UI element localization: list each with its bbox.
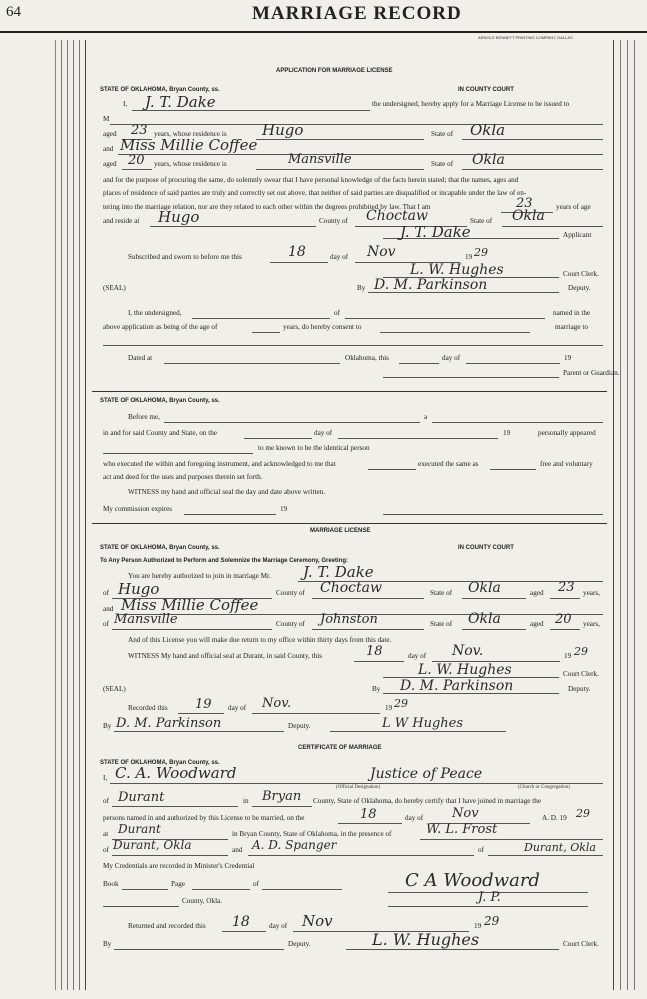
field-line (354, 661, 404, 662)
ack-text: WITNESS my hand and official seal the day and date above written. (128, 488, 326, 496)
county-of-label: County of (319, 217, 348, 225)
subscribed-label: Subscribed and sworn to before me this (128, 253, 242, 261)
margin-line (85, 40, 86, 990)
field-line (248, 855, 474, 856)
field-line (150, 226, 316, 227)
margin-line (634, 40, 635, 990)
day-of-label: day of (269, 922, 288, 930)
oath-paragraph: years of age (556, 203, 591, 211)
residence-label: years, whose residence is (154, 160, 227, 168)
field-line (368, 469, 416, 470)
residence1-value: Hugo (262, 121, 304, 139)
county-okla-label: County, Okla. (182, 897, 223, 905)
consent-text: marriage to (555, 323, 588, 331)
page-label: Page (171, 880, 185, 888)
ack-text: to me known to be the identical person (258, 444, 370, 452)
state-county-label: STATE OF OKLAHOMA, Bryan County, ss. (100, 760, 220, 766)
ack-text: executed the same as (418, 460, 479, 468)
return-text: And of this License you will make due return to my office within thirty days from this date. (128, 636, 392, 644)
court-label: IN COUNTY COURT (458, 87, 514, 93)
signature-line (383, 377, 559, 378)
oklahoma-this-label: Oklahoma, this (345, 354, 389, 362)
field-line (103, 345, 603, 346)
year-prefix: 19 (564, 354, 572, 362)
aged-label: aged (103, 160, 117, 168)
day-of-label: day of (442, 354, 461, 362)
officiant-name: C. A. Woodward (115, 764, 237, 782)
deputy-signature: D. M. Parkinson (374, 277, 488, 293)
year-prefix: A. D. 19 (542, 814, 567, 822)
margin-line (620, 40, 621, 990)
consent-named: named in the (553, 309, 591, 317)
certify-text: County, State of Oklahoma, do hereby certify that I have joined in marriage the (313, 797, 542, 805)
field-line (490, 469, 536, 470)
greeting: To Any Person Authorized to Perform and Solemnize the Marriage Ceremony, Greeting: (100, 558, 349, 564)
court-clerk-label: Court Clerk. (563, 270, 599, 278)
state-of-label: State of (470, 217, 493, 225)
oath-paragraph: tering into the marriage relation, nor are they related to each other within the degrees prohibited by law. That I am (103, 203, 431, 211)
field-line (462, 629, 526, 630)
field-line (222, 931, 266, 932)
state-county-label: STATE OF OKLAHOMA, Bryan County, ss. (100, 545, 220, 551)
day-of-label: day of (408, 652, 427, 660)
license-deputy-signature: D. M. Parkinson (400, 678, 514, 694)
ack-text: personally appeared (538, 429, 596, 437)
field-line (338, 823, 402, 824)
section-divider (92, 523, 607, 524)
groom-county: Choctaw (320, 580, 382, 596)
of-label: of (103, 620, 109, 628)
of-label: of (253, 880, 259, 888)
field-line (103, 453, 253, 454)
license-clerk-signature: L. W. Hughes (418, 662, 512, 678)
authorized-text: You are hereby authorized to join in marriage Mr. (128, 572, 271, 580)
sworn-year: 29 (474, 246, 488, 259)
margin-line (73, 40, 74, 990)
field-line (112, 806, 238, 807)
recorded-clerk: L W Hughes (382, 716, 464, 731)
ack-text: in and for said County and State, on the (103, 429, 217, 437)
undersigned-text: the undersigned, hereby apply for a Marriage License to be issued to (372, 100, 570, 108)
field-line (256, 139, 424, 140)
bride-of: Mansville (114, 612, 178, 627)
ack-text: who executed the within and foregoing instrument, and acknowledged to me that (103, 460, 336, 468)
field-line (462, 169, 603, 170)
returned-day: 18 (232, 914, 250, 930)
deputy-label: Deputy. (568, 284, 591, 292)
deputy-label: Deputy. (568, 685, 591, 693)
dated-at-label: Dated at (128, 354, 153, 362)
field-line (432, 422, 603, 423)
margin-line (67, 40, 68, 990)
field-line (164, 422, 420, 423)
m-label: M (103, 115, 110, 123)
county-value: Choctaw (366, 208, 428, 224)
consent-of: of (334, 309, 340, 317)
by-label: By (103, 722, 112, 730)
field-line (399, 363, 439, 364)
license-year: 29 (574, 645, 588, 658)
church-caption: (Church or Congregation) (518, 785, 570, 790)
sworn-month: Nov (367, 244, 396, 260)
state-county-label: STATE OF OKLAHOMA, Bryan County, ss. (100, 398, 220, 404)
page-number: 64 (6, 4, 21, 20)
consent-text: above application as being of the age of (103, 323, 218, 331)
residence2-value: Mansville (288, 152, 352, 167)
parent-label: Parent or Guardian. (563, 369, 620, 377)
bride-age: 20 (555, 612, 572, 627)
recorded-year: 29 (394, 697, 408, 710)
bride-name: Miss Millie Coffee (120, 136, 258, 154)
state-county-label: STATE OF OKLAHOMA, Bryan County, ss. (100, 87, 220, 93)
field-line (312, 629, 424, 630)
recorded-month: Nov. (262, 696, 292, 711)
field-line (420, 839, 603, 840)
certify-text: in Bryan County, State of Oklahoma, in the presence of (232, 830, 392, 838)
printer-imprint: ARNOLD BENNETT PRINTING COMPANY, DALLAS (478, 35, 573, 40)
married-year: 29 (576, 807, 590, 820)
book-label: Book (103, 880, 119, 888)
sworn-day: 18 (288, 244, 306, 260)
license-day: 18 (366, 644, 383, 659)
clerk-signature: L. W. Hughes (410, 262, 504, 278)
witness2-of: Durant, Okla (524, 841, 596, 854)
ack-text: act and deed for the uses and purposes therein set forth. (103, 473, 263, 481)
of-label: of (103, 797, 109, 805)
margin-line (627, 40, 628, 990)
header-rule (0, 31, 647, 33)
deputy-label: Deputy. (288, 722, 311, 730)
i-label: I, (123, 100, 128, 108)
state-of-label: State of (431, 130, 454, 138)
field-line (312, 598, 424, 599)
witness1-of: Durant, Okla (113, 838, 192, 852)
field-line (122, 889, 168, 890)
residence-label: years, whose residence is (154, 130, 227, 138)
state-of-label: State of (430, 620, 453, 628)
reside-label: and reside at (103, 217, 140, 225)
bride-county: Johnston (320, 612, 378, 627)
field-line (118, 154, 603, 155)
recorded-deputy: D. M. Parkinson (116, 716, 222, 731)
aged-label: aged (103, 130, 117, 138)
and-label: and (103, 145, 114, 153)
official-designation-caption: (Official Designation) (336, 785, 381, 790)
groom-age: 23 (558, 580, 575, 595)
field-line (103, 906, 179, 907)
ack-text: free and voluntary (540, 460, 593, 468)
field-line (488, 855, 603, 856)
year-prefix: 19 (385, 704, 393, 712)
field-line (110, 124, 603, 125)
ack-text: day of (314, 429, 333, 437)
certificate-title: CERTIFICATE OF MARRIAGE (298, 745, 382, 751)
officiant-of: Durant (118, 790, 165, 805)
field-line (252, 332, 280, 333)
license-bride-name: Miss Millie Coffee (121, 596, 259, 614)
oath-paragraph: places of residence of said parties are truly and correctly set out above, that neither of said parties are disqualified or incapable under the law of en- (103, 189, 527, 197)
certify-text: persons named in and authorized by this License to be married, on the (103, 814, 305, 822)
before-me-label: Before me, (128, 413, 160, 421)
married-month: Nov (452, 806, 479, 821)
groom-name: J. T. Dake (303, 563, 374, 581)
signature-line (114, 949, 284, 950)
day-of-label: day of (330, 253, 349, 261)
by-label: By (103, 940, 112, 948)
day-of-label: day of (228, 704, 247, 712)
year-prefix: 19 (564, 652, 572, 660)
field-line (380, 332, 530, 333)
applicant-signature: J. T. Dake (400, 223, 471, 241)
field-line (192, 889, 250, 890)
applicant-age-value: 23 (516, 196, 533, 211)
state3-value: Okla (512, 208, 545, 224)
officiant-signature: C A Woodward (405, 870, 540, 891)
signature-line (346, 949, 559, 950)
reside-value: Hugo (158, 208, 200, 226)
state2-value: Okla (472, 152, 505, 168)
field-line (164, 363, 340, 364)
by-label: By (372, 685, 381, 693)
field-line (462, 139, 603, 140)
page-title: MARRIAGE RECORD (252, 3, 462, 24)
field-line (502, 226, 603, 227)
witness1-name: W. L. Frost (426, 822, 498, 837)
application-title: APPLICATION FOR MARRIAGE LICENSE (276, 68, 393, 74)
bride-state: Okla (468, 611, 501, 627)
court-clerk-label: Court Clerk. (563, 670, 599, 678)
signature-line (114, 731, 284, 732)
state-of-label: State of (431, 160, 454, 168)
a-label: a (424, 413, 428, 421)
returned-month: Nov (302, 912, 333, 930)
seal-label: (SEAL) (103, 685, 126, 693)
groom-state: Okla (468, 580, 501, 596)
signature-line (330, 731, 506, 732)
field-line (122, 169, 152, 170)
witness2-name: A. D. Spanger (252, 838, 337, 852)
of-label: of (103, 846, 109, 854)
margin-line (613, 40, 614, 990)
and-label: and (103, 605, 114, 613)
field-line (112, 855, 228, 856)
year-prefix: 19 (465, 253, 473, 261)
of-label: of (103, 589, 109, 597)
returned-year: 29 (484, 914, 500, 928)
married-at: Durant (118, 822, 161, 836)
consent-text: I, the undersigned, (128, 309, 182, 317)
license-title: MARRIAGE LICENSE (310, 528, 371, 534)
deputy-label: Deputy. (288, 940, 311, 948)
county-of-label: County of (276, 589, 305, 597)
and-label: and (232, 846, 243, 854)
returned-clerk-signature: L. W. Hughes (372, 930, 480, 949)
consent-text: years, do hereby consent to (283, 323, 362, 331)
field-line (270, 262, 328, 263)
section-divider (92, 391, 607, 392)
credentials-text: My Credentials are recorded in Minister's Credential (103, 862, 255, 870)
recorded-day: 19 (195, 697, 212, 712)
field-line (466, 363, 560, 364)
field-line (252, 713, 380, 714)
field-line (244, 438, 312, 439)
state1-value: Okla (470, 121, 506, 139)
margin-line (79, 40, 80, 990)
field-line (252, 806, 312, 807)
recorded-label: Recorded this (128, 704, 168, 712)
in-label: in (243, 797, 249, 805)
returned-label: Returned and recorded this (128, 922, 206, 930)
year-prefix: 19 (474, 922, 482, 930)
years-label: years, (583, 589, 600, 597)
field-line (262, 889, 342, 890)
age1-value: 23 (131, 123, 148, 138)
married-day: 18 (360, 807, 377, 822)
seal-label: (SEAL) (103, 284, 126, 292)
aged-label: aged (530, 589, 544, 597)
state-of-label: State of (430, 589, 453, 597)
signature-line (388, 906, 588, 907)
county-of-label: County of (276, 620, 305, 628)
officiant-county: Bryan (262, 789, 302, 804)
year-prefix: 19 (503, 429, 511, 437)
field-line (192, 318, 330, 319)
i-label: I, (103, 774, 108, 782)
field-line (256, 169, 424, 170)
field-line (550, 598, 580, 599)
officiant-signature-title: J. P. (478, 890, 501, 905)
field-line (338, 438, 498, 439)
oath-paragraph: and for the purpose of procuring the same, do solemnly swear that I have personal knowledge of the facts herein stated; that the names, ages and (103, 176, 519, 184)
year-prefix: 19 (280, 505, 288, 513)
officiant-title: Justice of Peace (370, 766, 483, 782)
applicant-label: Applicant (563, 231, 592, 239)
aged-label: aged (530, 620, 544, 628)
margin-line (61, 40, 62, 990)
field-line (184, 514, 276, 515)
years-label: years, (583, 620, 600, 628)
age2-value: 20 (128, 153, 145, 168)
license-month: Nov. (452, 643, 484, 659)
at-label: at (103, 830, 109, 838)
court-clerk-label: Court Clerk. (563, 940, 599, 948)
court-label: IN COUNTY COURT (458, 545, 514, 551)
field-line (112, 629, 272, 630)
field-line (550, 629, 580, 630)
field-line (110, 783, 603, 784)
commission-label: My commission expires (103, 505, 173, 513)
day-of-label: day of (405, 814, 424, 822)
of-label: of (478, 846, 484, 854)
field-line (178, 713, 224, 714)
signature-line (383, 514, 603, 515)
witness-text: WITNESS My hand and official seal at Durant, in said County, this (128, 652, 323, 660)
field-line (462, 598, 526, 599)
field-line (345, 318, 545, 319)
margin-line (55, 40, 56, 990)
groom-of: Hugo (118, 580, 160, 598)
by-label: By (357, 284, 366, 292)
applicant-name: J. T. Dake (145, 93, 216, 111)
